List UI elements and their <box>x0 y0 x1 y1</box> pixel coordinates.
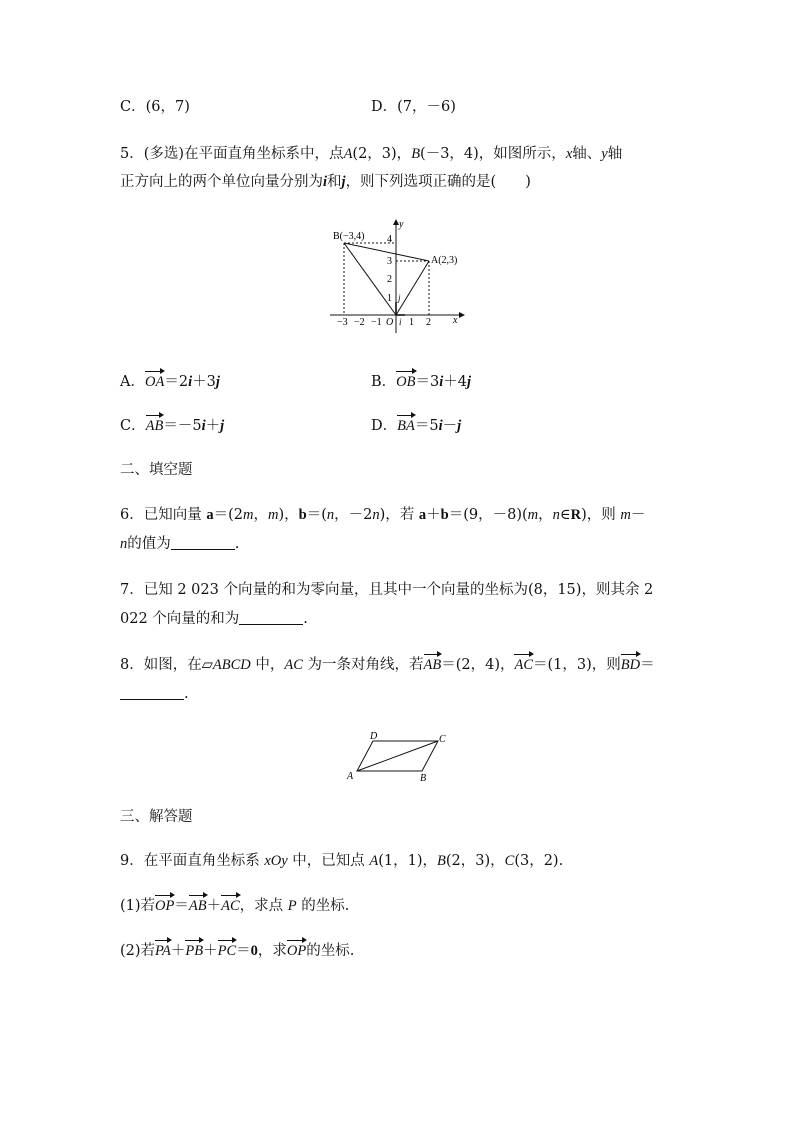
fig-i-label: i <box>399 317 402 327</box>
fig-ytick-1: 1 <box>387 293 392 304</box>
q5-option-b: B．OB＝3i＋4j <box>371 374 472 390</box>
q9-part2: (2)若PA＋PB＋PC＝0，求OP的坐标. <box>120 943 355 959</box>
fig-xtick-m2: −2 <box>354 317 365 328</box>
q5-coordinate-figure <box>325 215 470 340</box>
fig-origin: O <box>386 317 394 328</box>
section-solutions: 三、解答题 <box>120 809 193 825</box>
fig-axis-x: x <box>453 315 458 326</box>
fig-ytick-2: 2 <box>387 274 392 285</box>
q6-answer-blank <box>171 535 235 550</box>
q8-line1: 8．如图，在▱ABCD 中，AC 为一条对角线，若AB＝(2，4)，AC＝(1，3)，则BD＝ <box>120 657 655 673</box>
fig-j-label: j <box>398 293 401 303</box>
q8-parallelogram-figure <box>340 726 455 786</box>
q9-stem: 9．在平面直角坐标系 xOy 中，已知点 A(1，1)，B(2，3)，C(3，2). <box>120 853 564 869</box>
fig-ytick-3: 3 <box>387 256 392 267</box>
q4-option-c: C．(6，7) <box>120 99 190 115</box>
q9-part1: (1)若OP＝AB＋AC，求点 P 的坐标. <box>120 898 350 914</box>
q7-answer-blank <box>239 610 303 625</box>
q8-label-d: D <box>370 731 378 742</box>
fig-xtick-1: 1 <box>409 317 414 328</box>
q8-label-c: C <box>439 734 446 745</box>
q5-line2: 正方向上的两个单位向量分别为i和j，则下列选项正确的是( ) <box>120 174 531 190</box>
q5-option-a: A．OA＝2i＋3j <box>120 374 220 390</box>
section-fill-in: 二、填空题 <box>120 462 193 478</box>
q6-line1: 6．已知向量 a＝(2m，m)，b＝(n，－2n)，若 a＋b＝(9，－8)(m，n∈R)，则 m－ <box>120 507 646 523</box>
q7-line2: 022 个向量的和为 . <box>120 611 308 627</box>
q5-line1: 5．(多选)在平面直角坐标系中，点A(2，3)，B(－3，4)，如图所示，x轴、y轴 <box>120 146 623 162</box>
fig-label-b: B(−3,4) <box>333 231 365 242</box>
q8-label-b: B <box>420 773 427 784</box>
q6-line2: n的值为 . <box>120 536 240 552</box>
fig-ytick-4: 4 <box>387 234 392 245</box>
q7-line1: 7．已知 2 023 个向量的和为零向量，且其中一个向量的坐标为(8，15)，则其余 2 <box>120 582 654 598</box>
fig-xtick-m1: −1 <box>371 317 382 328</box>
q8-answer-blank <box>120 685 184 700</box>
fig-xtick-m3: −3 <box>337 317 348 328</box>
q5-option-c: C．AB＝－5i＋j <box>120 418 225 434</box>
q4-option-d: D．(7，－6) <box>371 99 456 115</box>
fig-label-a: A(2,3) <box>431 255 458 266</box>
fig-xtick-2: 2 <box>426 317 431 328</box>
fig-axis-y: y <box>399 219 404 230</box>
q5-option-d: D．BA＝5i－j <box>371 418 462 434</box>
q8-line2: . <box>120 684 189 704</box>
q8-label-a: A <box>347 771 354 782</box>
